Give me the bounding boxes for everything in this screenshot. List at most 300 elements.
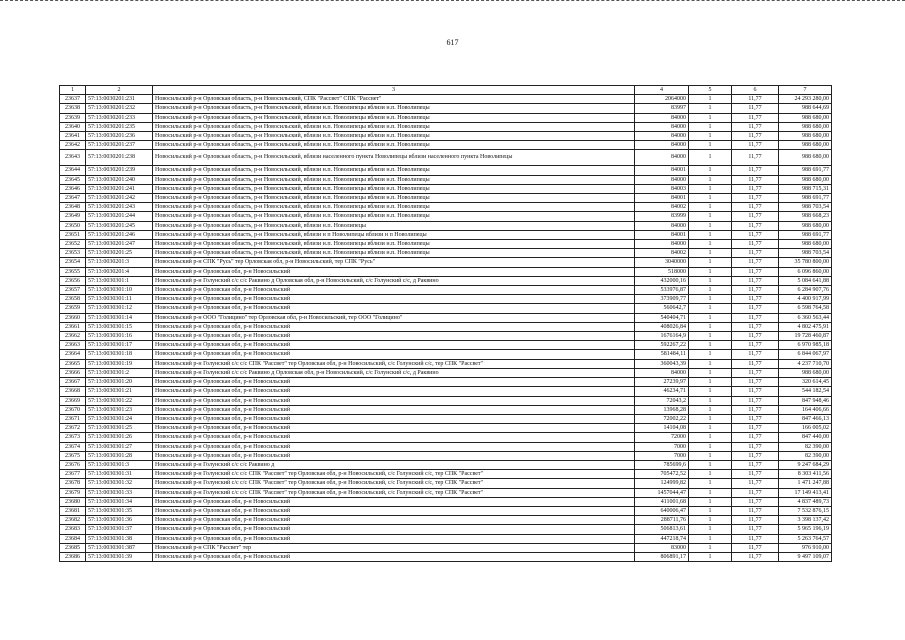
cadastral-number-cell: 57:13:0030301:34 [86,497,153,506]
area-cell: 84000 [635,150,689,166]
cadastral-number-cell: 57:13:0030201:231 [86,95,153,104]
area-cell: 560642,7 [635,304,689,313]
cadastral-number-cell: 57:13:0030301:23 [86,405,153,414]
area-cell: 411001,68 [635,497,689,506]
address-cell: Новосильский р-н Орловская область, р-н Новосильский, вблизи н.п. Новолипецы вблизи н.п. Новолипецы [153,104,635,113]
area-cell: 84000 [635,240,689,249]
rate-cell: 11,77 [732,405,779,414]
cadastral-number-cell: 57:13:0030201:245 [86,221,153,230]
table-row [60,433,832,442]
address-cell: Новосильский р-н Орловская обл, р-н Новосильский [153,341,635,350]
cadastral-value-cell: 988 680,00 [779,113,832,122]
address-cell: Новосильский р-н Орловская обл, р-н Новосильский [153,405,635,414]
rate-cell: 11,77 [732,451,779,460]
cadastral-number-cell: 57:13:0030201:25 [86,249,153,258]
coefficient-cell: 1 [689,95,732,104]
area-cell: 447218,74 [635,534,689,543]
cadastral-number-cell: 57:13:0030301:19 [86,359,153,368]
coefficient-cell: 1 [689,442,732,451]
row-number-cell: 23641 [60,132,86,141]
row-number-cell: 23660 [60,313,86,322]
cadastral-number-cell: 57:13:0030201:4 [86,267,153,276]
area-cell: 2064000 [635,95,689,104]
area-cell: 13968,28 [635,405,689,414]
cadastral-number-cell: 57:13:0030301:18 [86,350,153,359]
address-cell: Новосильский р-н Орловская обл, р-н Новосильский [153,433,635,442]
cadastral-value-cell: 8 303 411,56 [779,470,832,479]
area-cell: 84000 [635,221,689,230]
table-row [60,286,832,295]
address-cell: Новосильский р-н СПК "Рассвет" тер [153,543,635,552]
cadastral-value-cell: 988 703,54 [779,203,832,212]
rate-cell: 11,77 [732,141,779,150]
table-row [60,543,832,552]
rate-cell: 11,77 [732,113,779,122]
coefficient-cell: 1 [689,212,732,221]
table-row [60,230,832,239]
table-row [60,184,832,193]
coefficient-cell: 1 [689,240,732,249]
header-cell: 7 [779,86,832,95]
cadastral-number-cell: 57:13:0030301:37 [86,525,153,534]
row-number-cell: 23649 [60,212,86,221]
coefficient-cell: 1 [689,396,732,405]
rate-cell: 11,77 [732,221,779,230]
address-cell: Новосильский р-н Орловская область, р-н Новосильский, вблизи н.п. Новолипецы вблизи н.п. Новолипецы [153,184,635,193]
cadastral-value-cell: 988 715,31 [779,184,832,193]
coefficient-cell: 1 [689,203,732,212]
rate-cell: 11,77 [732,488,779,497]
area-cell: 83997 [635,104,689,113]
row-number-cell: 23646 [60,184,86,193]
row-number-cell: 23653 [60,249,86,258]
row-number-cell: 23678 [60,479,86,488]
table-row [60,350,832,359]
cadastral-number-cell: 57:13:0030301:20 [86,378,153,387]
coefficient-cell: 1 [689,194,732,203]
row-number-cell: 23650 [60,221,86,230]
address-cell: Новосильский р-н Орловская область, р-н Новосильский, вблизи н.п. Новолипецы вблизи н.п. Новолипецы [153,122,635,131]
area-cell: 806891,17 [635,552,689,561]
table-row [60,479,832,488]
cadastral-value-cell: 988 680,00 [779,122,832,131]
row-number-cell: 23677 [60,470,86,479]
row-number-cell: 23685 [60,543,86,552]
cadastral-value-cell: 988 680,00 [779,368,832,377]
area-cell: 46234,71 [635,387,689,396]
area-cell: 3040000 [635,258,689,267]
address-cell: Новосильский р-н Орловская обл, р-н Новосильский [153,552,635,561]
address-cell: Новосильский р-н Орловская область, р-н Новосильский, СПК "Рассвет" СПК "Рассвет" [153,95,635,104]
coefficient-cell: 1 [689,221,732,230]
address-cell: Новосильский р-н Орловская область, р-н Новосильский, вблизи н.п. Новолипецы вблизи н.п. Новолипецы [153,194,635,203]
rate-cell: 11,77 [732,506,779,515]
cadastral-value-cell: 19 728 460,87 [779,332,832,341]
cadastral-number-cell: 57:13:0030201:235 [86,122,153,131]
address-cell: Новосильский р-н Голунский с/с с/с СПК "Рассвет" тер Орловская обл, р-н Новосильский, с/с Голунский с/с, тер СПК "Рассвет" [153,470,635,479]
address-cell: Новосильский р-н Орловская обл, р-н Новосильский [153,516,635,525]
cadastral-number-cell: 57:13:0030301:1 [86,276,153,285]
coefficient-cell: 1 [689,132,732,141]
address-cell: Новосильский р-н Орловская область, р-н Новосильский, вблизи н.п. Новолипецы вблизи н.п. Новолипецы [153,249,635,258]
area-cell: 83000 [635,543,689,552]
address-cell: Новосильский р-н Орловская область, р-н Новосильский, вблизи н.п. Новолипецы вблизи н.п. Новолипецы [153,113,635,122]
cadastral-value-cell: 988 680,00 [779,240,832,249]
rate-cell: 11,77 [732,543,779,552]
cadastral-number-cell: 57:13:0030301:39 [86,552,153,561]
rate-cell: 11,77 [732,497,779,506]
header-cell: 5 [689,86,732,95]
address-cell: Новосильский р-н Орловская обл, р-н Новосильский [153,295,635,304]
cadastral-value-cell: 988 680,00 [779,175,832,184]
cadastral-number-cell: 57:13:0030201:237 [86,141,153,150]
table-row [60,304,832,313]
rate-cell: 11,77 [732,525,779,534]
cadastral-value-cell: 988 680,00 [779,132,832,141]
coefficient-cell: 1 [689,113,732,122]
table-row [60,249,832,258]
cadastral-value-cell: 6 284 907,76 [779,286,832,295]
table-row [60,212,832,221]
area-cell: 84001 [635,194,689,203]
coefficient-cell: 1 [689,506,732,515]
cadastral-number-cell: 57:13:0030301:21 [86,387,153,396]
cadastral-value-cell: 988 691,77 [779,230,832,239]
cadastral-value-cell: 988 680,00 [779,150,832,166]
area-cell: 7000 [635,451,689,460]
coefficient-cell: 1 [689,175,732,184]
table-row [60,313,832,322]
area-cell: 592267,22 [635,341,689,350]
rate-cell: 11,77 [732,240,779,249]
coefficient-cell: 1 [689,433,732,442]
row-number-cell: 23647 [60,194,86,203]
coefficient-cell: 1 [689,359,732,368]
rate-cell: 11,77 [732,470,779,479]
address-cell: Новосильский р-н Голунский с/с с/с СПК "Рассвет" тер Орловская обл, р-н Новосильский, с/с Голунский с/с, тер СПК "Рассвет" [153,479,635,488]
cadastral-number-cell: 57:13:0030301:16 [86,332,153,341]
rate-cell: 11,77 [732,552,779,561]
rate-cell: 11,77 [732,433,779,442]
row-number-cell: 23670 [60,405,86,414]
coefficient-cell: 1 [689,378,732,387]
row-number-cell: 23684 [60,534,86,543]
cadastral-number-cell: 57:13:0030301:33 [86,488,153,497]
coefficient-cell: 1 [689,387,732,396]
cadastral-number-cell: 57:13:0030301:24 [86,414,153,423]
area-cell: 540404,71 [635,313,689,322]
coefficient-cell: 1 [689,249,732,258]
table-row [60,534,832,543]
address-cell: Новосильский р-н Орловская обл, р-н Новосильский [153,387,635,396]
table-row [60,104,832,113]
cadastral-value-cell: 9 247 684,29 [779,460,832,469]
table-row [60,460,832,469]
cadastral-number-cell: 57:13:0030201:3 [86,258,153,267]
header-cell: 4 [635,86,689,95]
table-row [60,203,832,212]
coefficient-cell: 1 [689,166,732,175]
address-cell: Новосильский р-н Орловская обл, р-н Новосильский [153,497,635,506]
area-cell: 408026,84 [635,322,689,331]
cadastral-number-cell: 57:13:0030201:238 [86,150,153,166]
table-row [60,470,832,479]
cadastral-value-cell: 5 084 641,88 [779,276,832,285]
address-cell: Новосильский р-н Голунский с/с с/с СПК "Рассвет" тер Орловская обл, р-н Новосильский, с/с Голунский с/с, тер СПК "Рассвет" [153,359,635,368]
area-cell: 506813,61 [635,525,689,534]
address-cell: Новосильский р-н Орловская область, р-н Новосильский, вблизи н.п. Новолипецы вблизи н.п. Новолипецы [153,132,635,141]
cadastral-number-cell: 57:13:0030301:35 [86,506,153,515]
row-number-cell: 23672 [60,424,86,433]
header-cell: 2 [86,86,153,95]
cadastral-value-cell: 6 844 067,97 [779,350,832,359]
row-number-cell: 23637 [60,95,86,104]
table-row [60,194,832,203]
coefficient-cell: 1 [689,332,732,341]
coefficient-cell: 1 [689,322,732,331]
rate-cell: 11,77 [732,442,779,451]
cadastral-value-cell: 9 497 109,07 [779,552,832,561]
coefficient-cell: 1 [689,516,732,525]
address-cell: Новосильский р-н Орловская обл, р-н Новосильский [153,506,635,515]
rate-cell: 11,77 [732,166,779,175]
row-number-cell: 23679 [60,488,86,497]
address-cell: Новосильский р-н Орловская обл, р-н Новосильский [153,322,635,331]
area-cell: 84001 [635,230,689,239]
address-cell: Новосильский р-н Орловская обл, р-н Новосильский [153,332,635,341]
cadastral-number-cell: 57:13:0030301:28 [86,451,153,460]
table-row [60,387,832,396]
address-cell: Новосильский р-н Орловская область, р-н Новосильский, вблизи н.п. Новолипецы вблизи н.п. Новолипецы [153,166,635,175]
rate-cell: 11,77 [732,276,779,285]
address-cell: Новосильский р-н Голунский с/с с/с Раквино д [153,460,635,469]
coefficient-cell: 1 [689,304,732,313]
row-number-cell: 23680 [60,497,86,506]
table-row [60,497,832,506]
coefficient-cell: 1 [689,424,732,433]
area-cell: 83999 [635,212,689,221]
rate-cell: 11,77 [732,295,779,304]
row-number-cell: 23658 [60,295,86,304]
rate-cell: 11,77 [732,516,779,525]
rate-cell: 11,77 [732,286,779,295]
table-row [60,295,832,304]
table-row [60,516,832,525]
address-cell: Новосильский р-н СПК "Русь" тер Орловская обл, р-н Новосильский, тер СПК "Русь" [153,258,635,267]
coefficient-cell: 1 [689,368,732,377]
rate-cell: 11,77 [732,378,779,387]
coefficient-cell: 1 [689,414,732,423]
cadastral-value-cell: 164 406,66 [779,405,832,414]
table-row [60,451,832,460]
rate-cell: 11,77 [732,184,779,193]
coefficient-cell: 1 [689,479,732,488]
cadastral-value-cell: 847 948,46 [779,396,832,405]
cadastral-value-cell: 847 466,13 [779,414,832,423]
table-row [60,267,832,276]
coefficient-cell: 1 [689,534,732,543]
area-cell: 84000 [635,113,689,122]
cadastral-value-cell: 4 237 710,70 [779,359,832,368]
cadastral-value-cell: 4 400 917,99 [779,295,832,304]
row-number-cell: 23673 [60,433,86,442]
table-row [60,552,832,561]
table-row [60,113,832,122]
table-row [60,332,832,341]
address-cell: Новосильский р-н Орловская обл, р-н Новосильский [153,442,635,451]
table-row [60,525,832,534]
area-cell: 14104,08 [635,424,689,433]
cadastral-number-cell: 57:13:0030301:10 [86,286,153,295]
cadastral-value-cell: 988 680,00 [779,221,832,230]
address-cell: Новосильский р-н Голунский с/с с/с Раквино д Орловская обл, р-н Новосильский, с/с Голунский с/с, д Раквино [153,276,635,285]
coefficient-cell: 1 [689,141,732,150]
cadastral-value-cell: 6 970 985,18 [779,341,832,350]
header-cell: 1 [60,86,86,95]
cadastral-value-cell: 24 293 280,00 [779,95,832,104]
cadastral-number-cell: 57:13:0030201:244 [86,212,153,221]
table-row [60,132,832,141]
cadastral-value-cell: 4 802 475,91 [779,322,832,331]
cadastral-number-cell: 57:13:0030201:243 [86,203,153,212]
coefficient-cell: 1 [689,313,732,322]
address-cell: Новосильский р-н Голунский с/с с/с Раквино д Орловская обл, р-н Новосильский, с/с Голунский с/с, д Раквино [153,368,635,377]
table-row [60,396,832,405]
rate-cell: 11,77 [732,203,779,212]
area-cell: 84002 [635,249,689,258]
rate-cell: 11,77 [732,350,779,359]
area-cell: 640006,47 [635,506,689,515]
row-number-cell: 23682 [60,516,86,525]
cadastral-number-cell: 57:13:0030201:236 [86,132,153,141]
coefficient-cell: 1 [689,552,732,561]
address-cell: Новосильский р-н Орловская область, р-н Новосильский, вблизи н.п. Новолипецы вблизи н.п. Новолипецы [153,175,635,184]
table-row [60,341,832,350]
area-cell: 84000 [635,132,689,141]
area-cell: 705472,52 [635,470,689,479]
row-number-cell: 23675 [60,451,86,460]
coefficient-cell: 1 [689,405,732,414]
row-number-cell: 23639 [60,113,86,122]
cadastral-number-cell: 57:13:0030301:27 [86,442,153,451]
address-cell: Новосильский р-н Голунский с/с с/с СПК "Рассвет" тер Орловская обл, р-н Новосильский, с/с Голунский с/с, тер СПК "Рассвет" [153,488,635,497]
area-cell: 1457044,47 [635,488,689,497]
row-number-cell: 23686 [60,552,86,561]
area-cell: 84000 [635,368,689,377]
cadastral-value-cell: 5 263 764,57 [779,534,832,543]
cadastral-value-cell: 320 614,45 [779,378,832,387]
row-number-cell: 23674 [60,442,86,451]
cadastral-value-cell: 7 532 876,15 [779,506,832,515]
row-number-cell: 23665 [60,359,86,368]
cadastral-value-cell: 82 390,00 [779,451,832,460]
rate-cell: 11,77 [732,132,779,141]
area-cell: 533976,87 [635,286,689,295]
rate-cell: 11,77 [732,95,779,104]
rate-cell: 11,77 [732,249,779,258]
coefficient-cell: 1 [689,488,732,497]
area-cell: 360043,39 [635,359,689,368]
cadastral-number-cell: 57:13:0030201:241 [86,184,153,193]
table-row [60,405,832,414]
table-row [60,276,832,285]
cadastral-number-cell: 57:13:0030301:11 [86,295,153,304]
area-cell: 84000 [635,175,689,184]
table-row [60,378,832,387]
cadastral-number-cell: 57:13:0030201:242 [86,194,153,203]
rate-cell: 11,77 [732,304,779,313]
rate-cell: 11,77 [732,359,779,368]
area-cell: 84000 [635,141,689,150]
row-number-cell: 23640 [60,122,86,131]
cadastral-number-cell: 57:13:0030301:15 [86,322,153,331]
coefficient-cell: 1 [689,104,732,113]
address-cell: Новосильский р-н Орловская обл, р-н Новосильский [153,378,635,387]
row-number-cell: 23664 [60,350,86,359]
cadastral-number-cell: 57:13:0030301:17 [86,341,153,350]
address-cell: Новосильский р-н Орловская обл, р-н Новосильский [153,534,635,543]
row-number-cell: 23645 [60,175,86,184]
cadastral-value-cell: 988 644,69 [779,104,832,113]
rate-cell: 11,77 [732,122,779,131]
area-cell: 7000 [635,442,689,451]
row-number-cell: 23667 [60,378,86,387]
address-cell: Новосильский р-н Орловская область, р-н Новосильский, вблизи н.п. Новолипецы вблизи н.п. Новолипецы [153,141,635,150]
cadastral-value-cell: 6 360 563,44 [779,313,832,322]
cadastral-number-cell: 57:13:0030201:233 [86,113,153,122]
cadastral-value-cell: 35 780 800,00 [779,258,832,267]
table-row [60,488,832,497]
cadastral-number-cell: 57:13:0030301:25 [86,424,153,433]
address-cell: Новосильский р-н Орловская обл, р-н Новосильский [153,396,635,405]
table-row [60,414,832,423]
cadastral-number-cell: 57:13:0030201:247 [86,240,153,249]
row-number-cell: 23666 [60,368,86,377]
coefficient-cell: 1 [689,122,732,131]
coefficient-cell: 1 [689,451,732,460]
coefficient-cell: 1 [689,184,732,193]
address-cell: Новосильский р-н Орловская обл, р-н Новосильский [153,286,635,295]
cadastral-value-cell: 5 965 196,19 [779,525,832,534]
table-body [60,95,832,562]
table-row [60,368,832,377]
cadastral-number-cell: 57:13:0030301:2 [86,368,153,377]
rate-cell: 11,77 [732,341,779,350]
row-number-cell: 23663 [60,341,86,350]
table-row [60,359,832,368]
table-row [60,424,832,433]
cadastral-value-cell: 6 598 764,58 [779,304,832,313]
area-cell: 84000 [635,122,689,131]
coefficient-cell: 1 [689,276,732,285]
address-cell: Новосильский р-н Орловская обл, р-н Новосильский [153,304,635,313]
row-number-cell: 23681 [60,506,86,515]
row-number-cell: 23683 [60,525,86,534]
cadastral-value-cell: 988 680,00 [779,141,832,150]
rate-cell: 11,77 [732,194,779,203]
cadastral-number-cell: 57:13:0030201:240 [86,175,153,184]
rate-cell: 11,77 [732,387,779,396]
header-cell: 3 [153,86,635,95]
table-row [60,322,832,331]
cadastral-value-cell: 988 691,77 [779,166,832,175]
area-cell: 581484,11 [635,350,689,359]
rate-cell: 11,77 [732,368,779,377]
area-cell: 72000 [635,433,689,442]
coefficient-cell: 1 [689,286,732,295]
area-cell: 373909,77 [635,295,689,304]
address-cell: Новосильский р-н Орловская область, р-н Новосильский, вблизи населенного пункта Новолипецы вблизи населенного пункта Новолипецы [153,150,635,166]
